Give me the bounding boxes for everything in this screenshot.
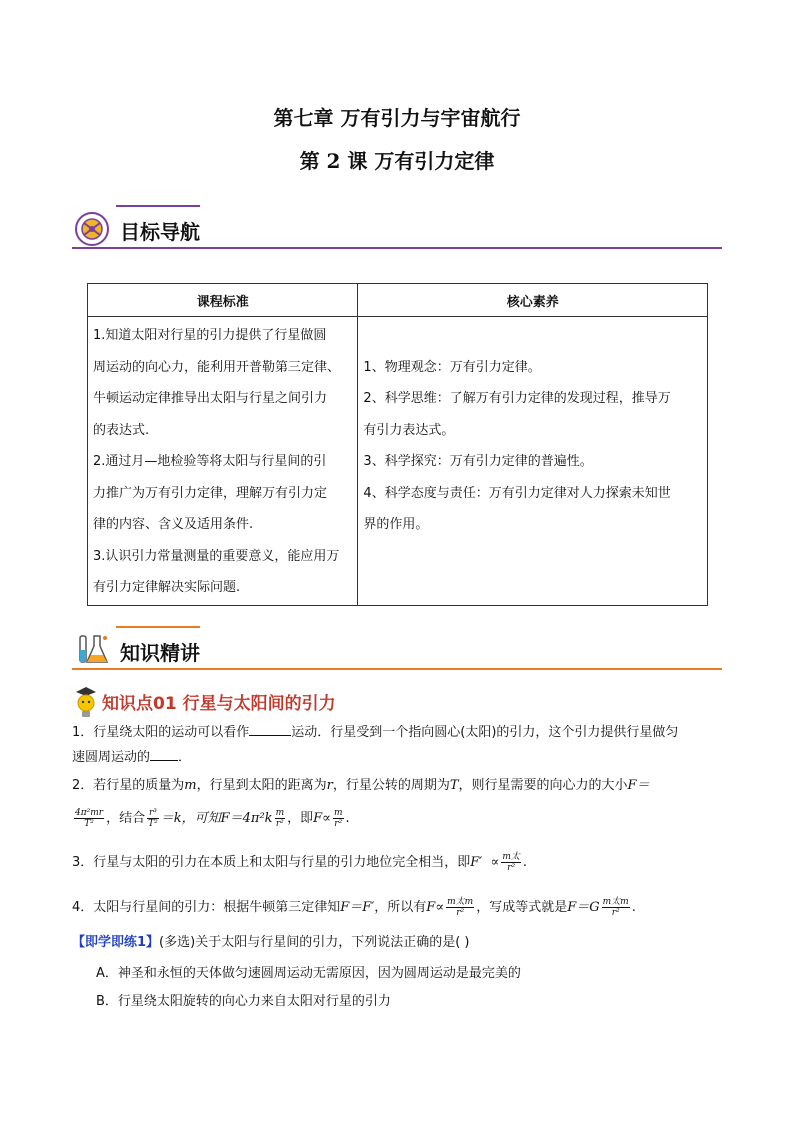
text: 速圆周运动的: [72, 750, 151, 765]
text: 运动．行星受到一个指向圆心(太阳)的引力，这个引力提供行星做匀: [291, 725, 679, 740]
fill-blank[interactable]: [249, 721, 291, 736]
paragraph-2: [72, 773, 722, 798]
fraction: $\frac{\text{m太m}}{\text{r²}}$: [447, 897, 474, 918]
standards-line: 3.认识引力常量测量的重要意义，能应用万: [93, 548, 340, 564]
section-label-goals: 目标导航: [120, 220, 200, 244]
literacy-line: 界的作用。: [363, 517, 429, 532]
text: .: [522, 855, 528, 870]
text: 3．行星与太阳的引力在本质上和太阳与行星的引力地位完全相当，即: [72, 855, 471, 870]
math-expr: F＝: [627, 778, 650, 793]
knowledge-point-header: [72, 676, 722, 720]
text: ，行星公转的周期为: [332, 778, 450, 793]
math-expr: F′: [470, 855, 483, 870]
text: ，写成等式就是: [476, 900, 568, 915]
target-compass-icon: [72, 209, 112, 249]
literacy-line: 3、科学探究：万有引力定律的普遍性。: [363, 454, 593, 469]
section-underline: [72, 668, 722, 670]
math-var: r: [326, 778, 333, 793]
literacy-cell: [358, 317, 708, 606]
math-expr: ＝k，可知: [160, 811, 221, 826]
math-expr: F＝F′: [340, 900, 375, 915]
section-top-line: [116, 626, 200, 628]
literacy-line: 2、科学思维：了解万有引力定律的发现过程，推导万: [363, 391, 671, 406]
math-var: T: [449, 778, 459, 793]
fraction: $\frac{\text{m太m}}{\text{r²}}$: [602, 897, 629, 918]
exercise-question: (多选)关于太阳与行星间的引力，下列说法正确的是( ): [159, 935, 470, 950]
math-expr: F＝G: [567, 900, 600, 915]
section-top-line: [116, 205, 200, 207]
paragraph-3: [72, 848, 722, 878]
math-var: m: [184, 778, 197, 793]
math-expr: F∝: [313, 811, 331, 826]
standards-line: 力推广为万有引力定律，理解万有引力定: [93, 485, 328, 501]
standards-line: 有引力定律解决实际问题.: [93, 580, 241, 595]
lesson-title: 第 2 课 万有引力定律: [299, 149, 495, 173]
section-header-knowledge: [72, 626, 722, 670]
standards-line: 律的内容、含义及适用条件.: [93, 517, 254, 532]
fraction: $\frac{\text{m太}}{\text{r²}}$: [502, 852, 520, 873]
section-underline: [72, 247, 722, 249]
standards-line: 的表达式.: [93, 422, 150, 438]
exercise-stem: [72, 930, 722, 955]
text: ，即: [287, 811, 314, 826]
flask-icon: [72, 630, 112, 670]
text: ，则行星需要的向心力的大小: [458, 778, 628, 793]
table-header-literacy: 核心素养: [358, 284, 708, 317]
table-header-standards: 课程标准: [88, 284, 358, 317]
section-label-knowledge: 知识精讲: [120, 641, 200, 665]
exercise-option-b[interactable]: B．行星绕太阳旋转的向心力来自太阳对行星的引力: [96, 994, 391, 1009]
math-expr: F∝: [426, 900, 445, 915]
literacy-line: [363, 320, 702, 352]
literacy-line: 有引力表达式。: [363, 422, 455, 438]
literacy-line: 4、科学态度与责任：万有引力定律对人力探索未知世: [363, 485, 671, 501]
text: ．: [178, 750, 192, 765]
text: 1．行星绕太阳的运动可以看作: [72, 725, 250, 740]
standards-line: 周运动的向心力，能利用开普勒第三定律、: [93, 359, 341, 375]
paragraph-2-formulas: [72, 804, 722, 834]
standards-line: 2.通过月—地检验等将太阳与行星间的引: [93, 454, 327, 469]
standards-line: 1.知道太阳对行星的引力提供了行星做圆: [93, 328, 327, 343]
paragraph-1: [72, 720, 722, 770]
paragraph-4: [72, 893, 722, 923]
chapter-title: 第七章 万有引力与宇宙航行: [273, 106, 521, 130]
math-expr: ∝: [490, 855, 500, 870]
text: .: [631, 900, 636, 915]
text: 4．太阳与行星间的引力：根据牛顿第三定律知: [72, 900, 341, 915]
text: ，结合: [106, 811, 146, 826]
section-header-goals: [72, 205, 722, 249]
standards-cell: [88, 317, 358, 606]
knowledge-point-title: 知识点01 行星与太阳间的引力: [102, 694, 336, 714]
text: ，所以有: [374, 900, 427, 915]
lightbulb-icon: [72, 684, 100, 720]
text: .: [345, 811, 350, 826]
fraction: $\frac{m}{\text{r²}}$: [275, 808, 285, 829]
exercise-label: 【即学即练1】: [72, 935, 160, 950]
exercise-option-a[interactable]: A．神圣和永恒的天体做匀速圆周运动无需原因，因为圆周运动是最完美的: [96, 966, 521, 981]
text: ，行星到太阳的距离为: [196, 778, 327, 793]
fraction: $\frac{\text{4π²mr}}{\text{T²}}$: [75, 808, 104, 829]
fraction: $\frac{\text{r³}}{\text{T²}}$: [148, 808, 158, 829]
fill-blank[interactable]: [150, 746, 178, 761]
math-expr: F＝4π²k: [220, 811, 273, 826]
fraction: $\frac{m}{\text{r²}}$: [333, 808, 343, 829]
standards-table: [87, 283, 708, 606]
text: 2．若行星的质量为: [72, 778, 185, 793]
literacy-line: 1、物理观念：万有引力定律。: [363, 359, 541, 375]
standards-line: 牛顿运动定律推导出太阳与行星之间引力: [93, 391, 328, 406]
